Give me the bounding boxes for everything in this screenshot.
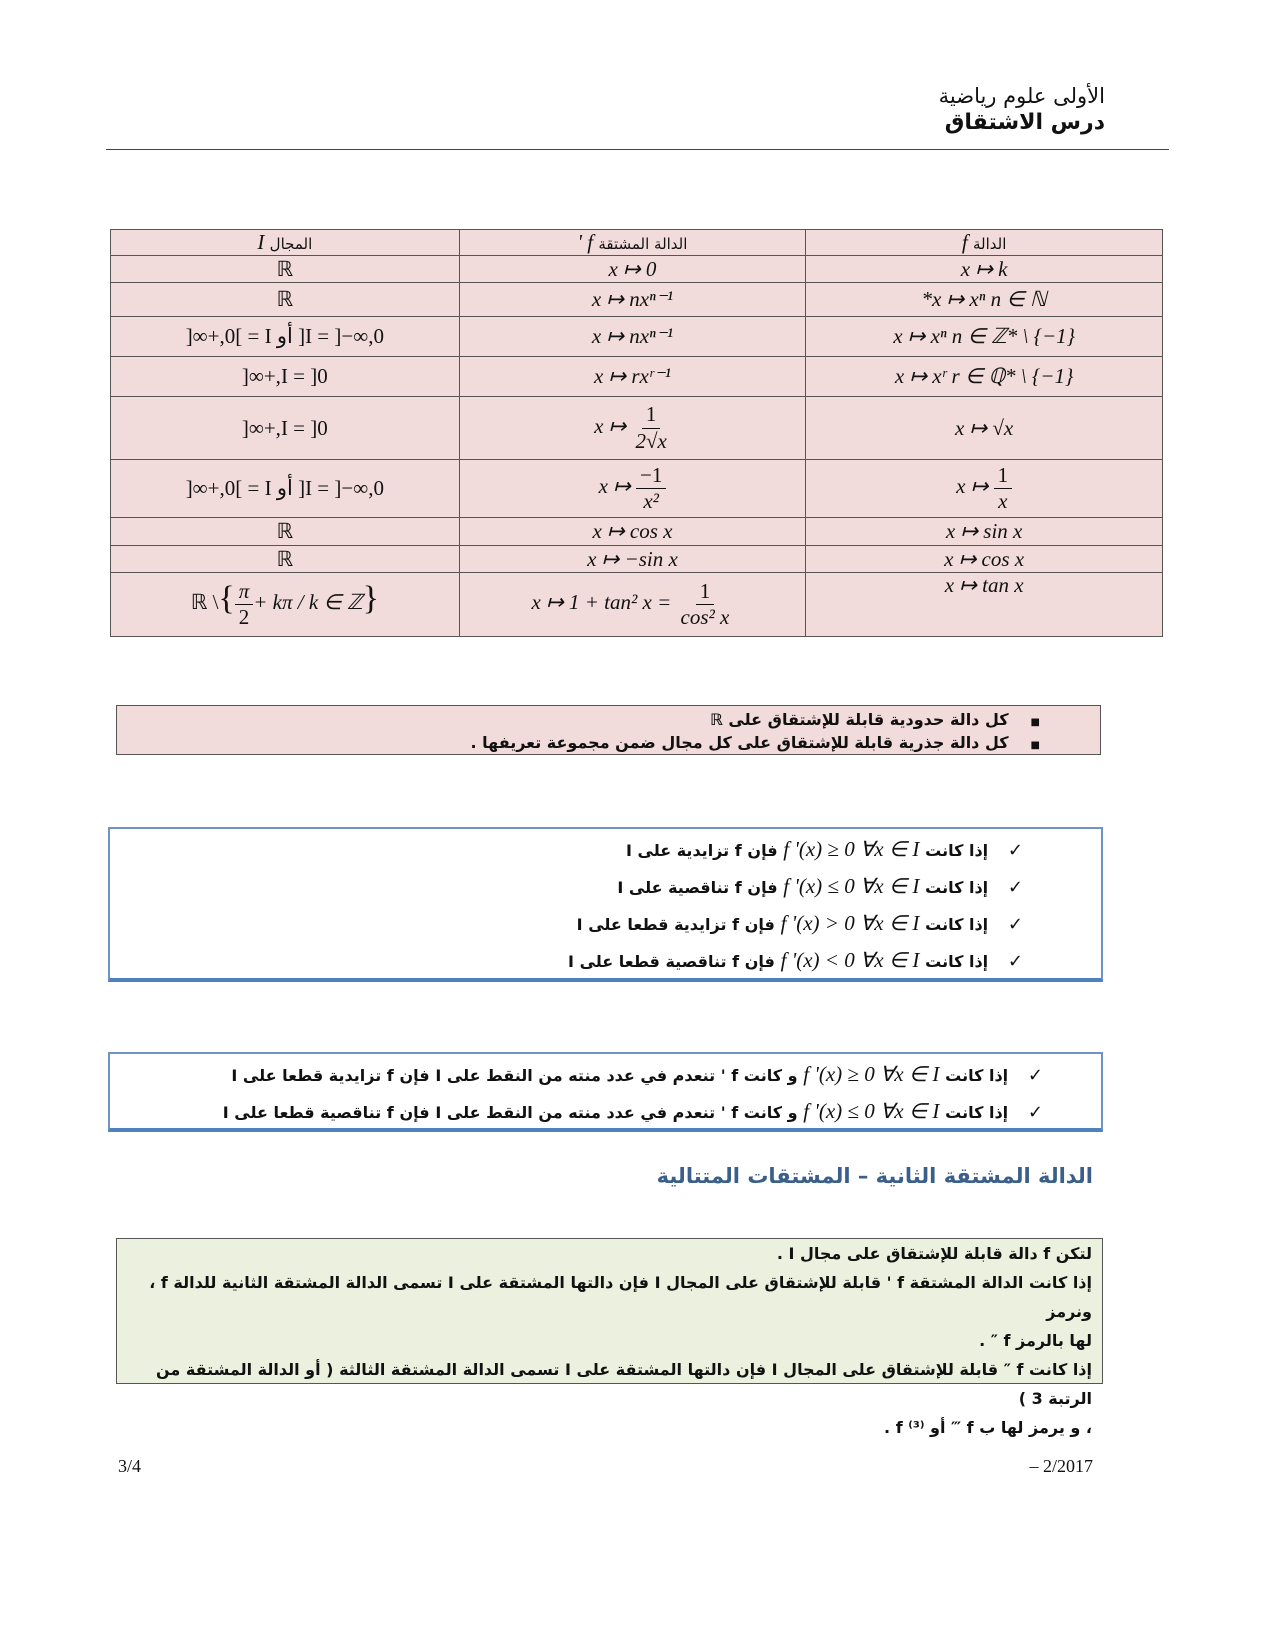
table-row	[111, 573, 1163, 637]
checkmark-icon: ✓	[1027, 1065, 1043, 1086]
cell-derivative: x ↦ −sin x	[459, 546, 806, 573]
checkmark-icon: ✓	[1007, 951, 1023, 972]
table-row	[111, 317, 1163, 357]
cell-domain: ℝ \{ $\frac{\pi}{2}$ + kπ / k ∈ ℤ}	[111, 573, 460, 637]
header-lesson-title: درس الاشتقاق	[944, 110, 1105, 135]
cell-domain: ℝ	[111, 283, 460, 317]
cell-function: x ↦ √x	[806, 397, 1163, 460]
cell-function: x ↦ k	[806, 256, 1163, 283]
domain-suffix: + kπ / k ∈ ℤ	[253, 590, 363, 615]
checkmark-icon: ✓	[1007, 914, 1023, 935]
table-row	[111, 357, 1163, 397]
frac-numerator: 1	[696, 579, 715, 605]
cell-function: x ↦ xⁿ n ∈ ℤ* \ {−1}	[806, 317, 1163, 357]
header-derivative: الدالة المشتقة	[598, 235, 688, 253]
paragraph-line: ، و يرمز لها ب f ‴ أو f ⁽³⁾ .	[884, 1418, 1092, 1437]
derivatives-table	[110, 229, 1163, 637]
cell-derivative: x ↦ 0	[459, 256, 806, 283]
cell-domain: ℝ	[111, 518, 460, 546]
cell-domain: ℝ	[111, 256, 460, 283]
table-row	[111, 397, 1163, 460]
cell-domain: I = ]−∞,0[ أو I = ]0,+∞[	[111, 460, 460, 518]
monotonicity-box	[108, 827, 1103, 982]
cell-function: x ↦ $\frac{1}{x}$	[806, 460, 1163, 518]
cell-derivative: x ↦ cos x	[459, 518, 806, 546]
properties-box	[116, 705, 1101, 755]
paragraph-line: لتكن f دالة قابلة للإشتقاق على مجال I .	[776, 1244, 1092, 1263]
frac-denominator: cos² x	[680, 605, 730, 629]
header-function: الدالة	[972, 235, 1007, 253]
paragraph-line: إذا كانت f ″ قابلة للإشتقاق على المجال I فإن دالتها المشتقة على I تسمى الدالة المشتقة الثالثة ( أو الدالة المشتقة من الرتبة 3 )	[155, 1360, 1092, 1408]
cell-derivative: x ↦ nxⁿ⁻¹	[459, 317, 806, 357]
domain-prefix: ℝ \	[190, 590, 219, 615]
table-row	[111, 256, 1163, 283]
frac-denominator: 2	[238, 605, 250, 629]
cell-derivative: x ↦ rxʳ⁻¹	[459, 357, 806, 397]
cell-function: x ↦ cos x	[806, 546, 1163, 573]
checkmark-icon: ✓	[1007, 877, 1023, 898]
page-header	[939, 84, 1105, 135]
list-item: ■كل دالة حدودية قابلة للإشتقاق على ℝ	[710, 710, 1040, 729]
table-row	[111, 518, 1163, 546]
list-item: ✓ إذا كانت f '(x) ≤ 0 ∀x ∈ I فإن f تناقصية على I	[617, 874, 1023, 898]
tan-derivative-expr: x ↦ 1 + tan² x =	[531, 590, 672, 615]
cell-domain: I = ]−∞,0[ أو I = ]0,+∞[	[111, 317, 460, 357]
frac-denominator: x	[998, 489, 1008, 513]
cell-function: x ↦ sin x	[806, 518, 1163, 546]
page-number: 3/4	[118, 1456, 142, 1476]
cell-derivative: x ↦ $\frac{1}{2√x}$	[459, 397, 806, 460]
list-item: ■كل دالة جذرية قابلة للإشتقاق على كل مجال ضمن مجموعة تعريفها .	[470, 733, 1040, 752]
paragraph-line: لها بالرمز f ″ .	[979, 1331, 1092, 1350]
frac-numerator: π	[235, 579, 254, 605]
cell-derivative: x ↦ nxⁿ⁻¹	[459, 283, 806, 317]
frac-numerator: 1	[994, 463, 1013, 489]
list-item: ✓ إذا كانت f '(x) ≥ 0 ∀x ∈ I و كانت f ' تنعدم في عدد منته من النقط على I فإن f تزايدية قطعا على I	[231, 1062, 1043, 1086]
cell-derivative: x ↦ $\frac{-1}{\text{x²}}$	[459, 460, 806, 518]
cell-derivative	[459, 573, 806, 637]
section-title: الدالة المشتقة الثانية – المشتقات المتتالية	[656, 1164, 1093, 1188]
frac-denominator: x²	[643, 489, 659, 513]
cell-domain: I = ]0,+∞[	[111, 397, 460, 460]
list-item: ✓ إذا كانت f '(x) > 0 ∀x ∈ I فإن f تزايدية قطعا على I	[576, 911, 1023, 935]
paragraph-line: إذا كانت الدالة المشتقة f ' قابلة للإشتقاق على المجال I فإن دالتها المشتقة على I تسمى الدالة المشتقة الثانية للدالة f ، ونرمز	[149, 1273, 1092, 1321]
frac-numerator: 1	[642, 402, 661, 428]
cell-domain: I = ]0,+∞[	[111, 357, 460, 397]
header-divider	[106, 149, 1169, 150]
cell-function: x ↦ xʳ r ∈ ℚ* \ {−1}	[806, 357, 1163, 397]
table-row	[111, 460, 1163, 518]
bullet-square-icon: ■	[1030, 740, 1040, 751]
header-domain: المجال	[269, 235, 313, 253]
footer-date: – 2/2017	[1029, 1456, 1093, 1476]
cell-function: x ↦ xⁿ n ∈ ℕ*	[806, 283, 1163, 317]
bullet-square-icon: ■	[1030, 717, 1040, 728]
table-row	[111, 546, 1163, 573]
header-level: الأولى علوم رياضية	[938, 84, 1105, 108]
frac-denominator: 2√x	[635, 428, 667, 453]
list-item: ✓ إذا كانت f '(x) ≥ 0 ∀x ∈ I فإن f تزايدية على I	[625, 837, 1023, 861]
table-row	[111, 283, 1163, 317]
list-item: ✓ إذا كانت f '(x) ≤ 0 ∀x ∈ I و كانت f ' تنعدم في عدد منته من النقط على I فإن f تناقصية قطعا على I	[222, 1099, 1043, 1123]
strict-monotonicity-box	[108, 1052, 1103, 1132]
checkmark-icon: ✓	[1027, 1102, 1043, 1123]
cell-function: x ↦ tan x	[806, 573, 1163, 637]
second-derivative-box	[116, 1238, 1103, 1437]
frac-numerator: −1	[636, 463, 666, 489]
checkmark-icon: ✓	[1007, 840, 1023, 861]
cell-domain: ℝ	[111, 546, 460, 573]
table-header-row: الدالة f الدالة المشتقة f ' المجال I	[111, 230, 1163, 256]
list-item: ✓ إذا كانت f '(x) < 0 ∀x ∈ I فإن f تناقصية قطعا على I	[568, 948, 1023, 972]
